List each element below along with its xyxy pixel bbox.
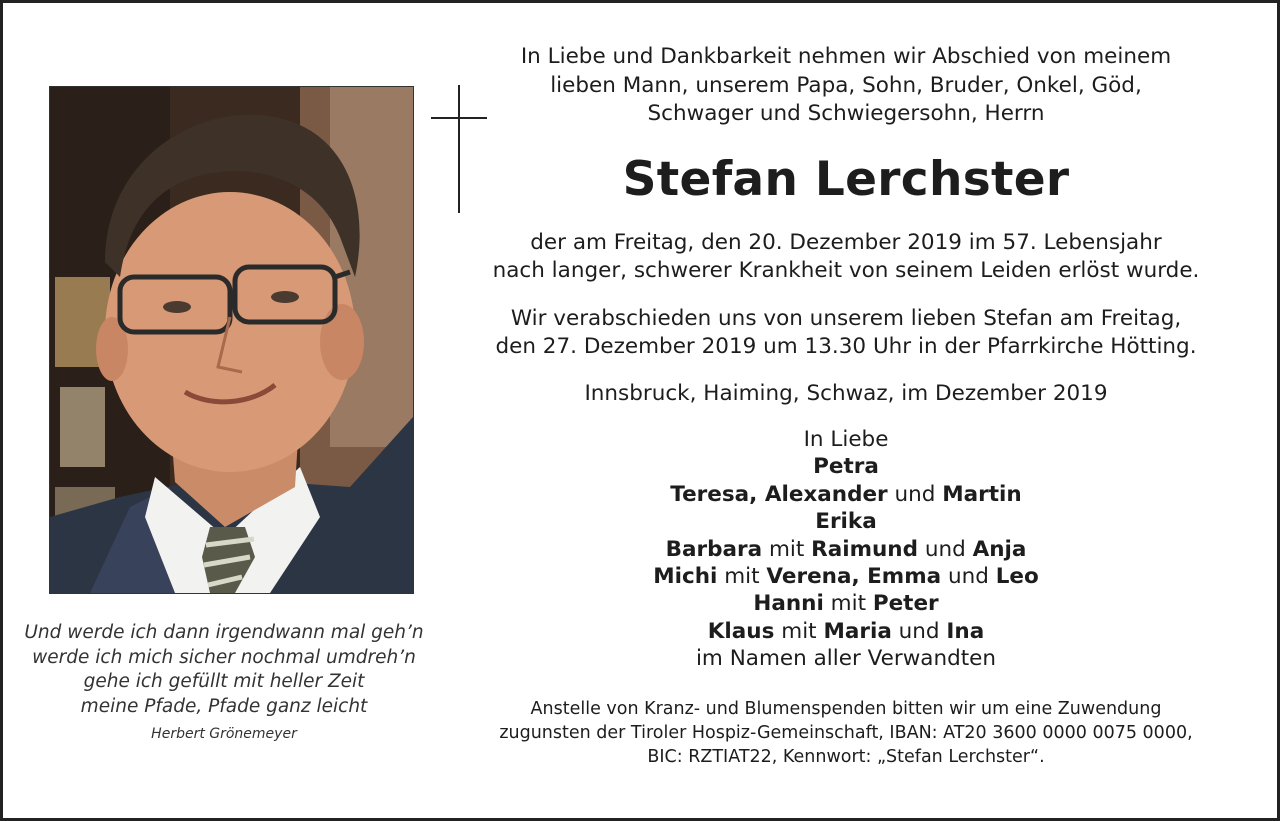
- donation-line: BIC: RZTIAT22, Kennwort: „Stefan Lerchster“.: [647, 746, 1045, 767]
- death-line: der am Freitag, den 20. Dezember 2019 im 57. Lebensjahr: [530, 229, 1162, 255]
- mourner-name: Martin: [942, 481, 1022, 507]
- mourner-line: [473, 563, 1219, 590]
- mourner-name: Maria: [823, 618, 892, 644]
- quote-line: Und werde ich dann irgendwann mal geh’n: [24, 622, 424, 643]
- intro-line: Schwager und Schwiegersohn, Herrn: [647, 101, 1045, 126]
- death-notice: [473, 229, 1219, 286]
- deceased-name: Stefan Lerchster: [622, 151, 1070, 207]
- mourner-line: [473, 453, 1219, 480]
- connector: und: [891, 618, 947, 644]
- portrait-photo: [49, 86, 414, 594]
- mourner-name: Petra: [813, 454, 879, 480]
- mourner-line: [473, 481, 1219, 508]
- mourner-line: [473, 618, 1219, 645]
- mourner-name: Anja: [972, 536, 1027, 562]
- mourner-name: Verena, Emma: [766, 564, 942, 590]
- quote-line: meine Pfade, Pfade ganz leicht: [80, 695, 368, 717]
- quote-block: [23, 621, 425, 744]
- connector: und: [887, 481, 943, 507]
- connector: und: [941, 564, 996, 590]
- mourner-line: [473, 508, 1219, 535]
- quote-line: gehe ich gefüllt mit heller Zeit: [83, 671, 365, 692]
- intro-text: [473, 43, 1219, 129]
- connector: mit: [717, 564, 767, 590]
- connector: mit: [774, 618, 824, 644]
- mourners-closing: im Namen aller Verwandten: [695, 646, 997, 672]
- funeral-notice: [473, 305, 1219, 362]
- donation-request: [473, 697, 1219, 769]
- mourners-list: [473, 426, 1219, 673]
- mourner-name: Klaus: [707, 618, 775, 644]
- quote-author: Herbert Grönemeyer: [151, 726, 297, 742]
- mourner-name: Peter: [872, 591, 939, 617]
- mourner-name: Raimund: [811, 536, 918, 562]
- funeral-line: den 27. Dezember 2019 um 13.30 Uhr in der Pfarrkirche Hötting.: [495, 334, 1197, 359]
- connector: mit: [762, 536, 812, 562]
- death-line: nach langer, schwerer Krankheit von seinem Leiden erlöst wurde.: [492, 258, 1200, 283]
- mourner-name: Michi: [653, 564, 718, 590]
- intro-line: lieben Mann, unserem Papa, Sohn, Bruder, Onkel, Göd,: [550, 72, 1142, 98]
- connector: und: [917, 536, 973, 562]
- intro-line: In Liebe und Dankbarkeit nehmen wir Abschied von meinem: [520, 44, 1172, 69]
- mourner-name: Leo: [995, 564, 1039, 590]
- mourner-line: [473, 536, 1219, 563]
- main-text: [473, 43, 1219, 769]
- mourner-name: Hanni: [753, 591, 824, 617]
- place-date: Innsbruck, Haiming, Schwaz, im Dezember 2019: [584, 380, 1108, 406]
- portrait-image: [50, 87, 413, 593]
- funeral-line: Wir verabschieden uns von unserem lieben Stefan am Freitag,: [510, 305, 1182, 331]
- quote-line: werde ich mich sicher nochmal umdreh’n: [32, 646, 416, 668]
- mourner-name: Barbara: [665, 536, 763, 562]
- mourner-name: Teresa, Alexander: [670, 481, 888, 507]
- mourner-name: Erika: [815, 509, 877, 535]
- mourner-line: [473, 590, 1219, 617]
- cross-vertical: [458, 85, 460, 213]
- mourners-opening: In Liebe: [803, 427, 889, 452]
- mourner-name: Ina: [946, 618, 985, 644]
- donation-line: Anstelle von Kranz- und Blumenspenden bitten wir um eine Zuwendung: [530, 698, 1162, 719]
- donation-line: zugunsten der Tiroler Hospiz-Gemeinschaft, IBAN: AT20 3600 0000 0075 0000,: [499, 722, 1193, 743]
- connector: mit: [823, 591, 873, 617]
